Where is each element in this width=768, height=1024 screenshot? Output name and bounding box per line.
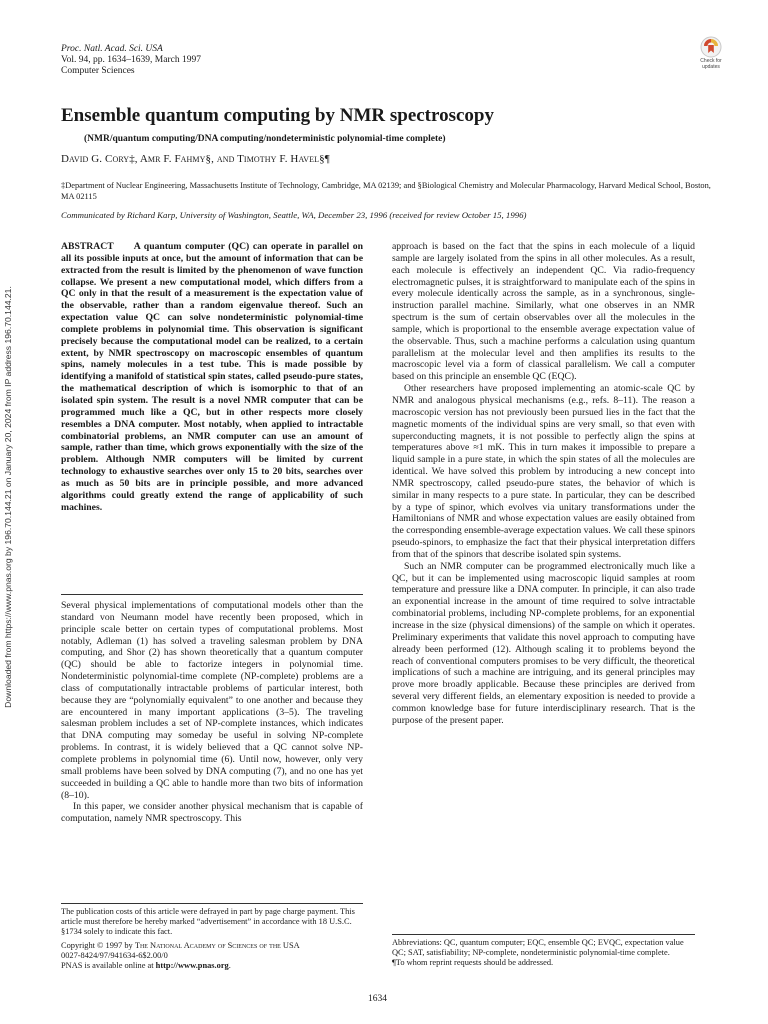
journal-header (61, 44, 201, 77)
journal-name: Proc. Natl. Acad. Sci. USA (61, 44, 163, 54)
download-notice: Downloaded from https://www.pnas.org by 196.70.144.21 on January 20, 2024 from IP address 196.70.144.21. (3, 286, 13, 708)
paragraph: approach is based on the fact that the spins in each molecule of a liquid sample are largely isolated from the spins in all other molecules. As a result, each molecule is effectively an independent QC. Via radio-frequency electromagnetic pulses, it is straightforward to manipulate each of the spins in every molecule identically across the sample, as in a synchronous, single-instruction parallel machine. Similarly, what one observes in an NMR spectrum is the sum of certain observables over all the molecules in the sample, which is proportional to the ensemble average expectation value of the observable. Thus, such a machine performs a calculation using quantum parallelism at the molecular level and then amplifies its results to the macroscopic level via a form of classical parallelism. We call a computer based on this principle an ensemble QC (EQC). (392, 241, 695, 383)
page-number: 1634 (368, 994, 387, 1004)
pnas-link[interactable]: http://www.pnas.org (155, 961, 229, 970)
abstract-heading: ABSTRACT (61, 241, 114, 252)
online-suffix: . (228, 961, 231, 970)
copyright-note (61, 941, 363, 971)
affiliations: ‡Department of Nuclear Engineering, Massachusetts Institute of Technology, Cambridge, MA 02139; and §Biological Chemistry and Molecular Pharmacology, Harvard Medical School, Boston, MA 02115 (61, 181, 711, 201)
journal-volume: Vol. 94, pp. 1634–1639, March 1997 (61, 55, 201, 65)
footnote-divider-left (61, 903, 363, 904)
badge-text-line2: updates (702, 64, 720, 70)
abbreviations-note: Abbreviations: QC, quantum computer; EQC, ensemble QC; EVQC, expectation value QC; SAT, satisfiability; NP-complete, nondeterministic polynomial-time complete. (392, 938, 684, 957)
footnotes-left (61, 907, 363, 975)
keywords: (NMR/quantum computing/DNA computing/nondeterministic polynomial-time complete) (84, 134, 446, 144)
abstract (61, 241, 363, 513)
article-title: Ensemble quantum computing by NMR spectroscopy (61, 105, 494, 126)
paragraph: In this paper, we consider another physical mechanism that is capable of computation, namely NMR spectroscopy. This (61, 801, 363, 825)
body-column-left (61, 600, 363, 825)
copyright-org: The National Academy of Sciences of the USA (134, 941, 300, 950)
issn: 0027-8424/97/941634-6$2.00/0 (61, 951, 168, 960)
footnote-divider-right (392, 934, 695, 935)
crossmark-icon (700, 36, 722, 58)
communicated-by: Communicated by Richard Karp, University of Washington, Seattle, WA, December 23, 1996 (received for review October 15, 1996) (61, 210, 527, 220)
paragraph: Other researchers have proposed implementing an atomic-scale QC by NMR and analogous physical mechanisms (e.g., refs. 8–11). The reason a macroscopic version has not previously been pursued lies in the fact that the magnetic moments of the individual spins are very small, so that even with superconducting magnets, it is not possible to perfectly align the spins at temperatures above ≈1 mK. This in turn makes it impossible to prepare a liquid sample in a pure state, in which the spin states of all the molecules are identical. We have solved this problem by introducing a new concept into NMR spectroscopy, called pseudo-pure states, the behavior of which is similar in many respects to a pure state. In particular, they can be described by a type of spinor, which evolves via unitary transformations under the Hamiltonians of NMR and whose expectation values are easily obtained from the corresponding ensemble-average expectation values. We call these spinors pseudo-spinors, to emphasize the fact that their physical interpretation differs from that of the spinors that describe isolated spin systems. (392, 383, 695, 560)
copyright-prefix: Copyright © 1997 by (61, 941, 135, 950)
publication-costs-note: The publication costs of this article were defrayed in part by page charge payment. This article must therefore be hereby marked “advertisement” in accordance with 18 U.S.C. §1734 solely to indicate this fact. (61, 907, 355, 936)
abstract-text: A quantum computer (QC) can operate in parallel on all its possible inputs at once, but the amount of information that can be extracted from the result is limited by the phenomenon of wave function collapse. We present a new computational model, which differs from a QC only in that the result of a measurement is the expectation value of the observable, rather than a random eigenvalue thereof. Such an expectation value QC can solve nondeterministic polynomial-time complete problems in polynomial time. This observation is significant precisely because the computational model can be realized, to a certain extent, by NMR spectroscopy on macroscopic ensembles of quantum spins, namely molecules in a test tube. This is made possible by identifying a manifold of statistical spin states, called pseudo-pure states, the mathematical description of which is isomorphic to that of an isolated spin system. The result is a novel NMR computer that can be programmed much like a QC, but in other respects more closely resembles a DNA computer. Most notably, when applied to intractable combinatorial problems, an NMR computer can use an amount of sample, rather than time, which grows exponentially with the size of the problem. Although NMR computers will be limited by current technology to exhaustive searches over only 15 to 20 bits, searches over as much as 50 bits are in principle possible, and more advanced algorithms could greatly extend the range of applicability of such machines. (61, 241, 363, 513)
reprint-requests-note: ¶To whom reprint requests should be addressed. (392, 958, 554, 967)
authors: David G. Cory‡, Amr F. Fahmy§, and Timothy F. Havel§¶ (61, 153, 330, 165)
online-prefix: PNAS is available online at (61, 961, 156, 970)
journal-section: Computer Sciences (61, 66, 135, 76)
body-column-right (392, 241, 695, 727)
check-for-updates-badge[interactable] (695, 36, 727, 70)
abstract-divider (61, 594, 363, 595)
footnotes-right (392, 938, 695, 968)
paragraph: Several physical implementations of computational models other than the standard von Neumann model have recently been proposed, which in principle scale better on certain types of computational problems. Most notably, Adleman (1) has solved a traveling salesman problem by DNA computing, and Shor (2) has shown theoretically that a quantum computer (QC) should be able to factorize integers in polynomial time. Nondeterministic polynomial-time complete (NP-complete) problems are a class of computationally intractable problems of particular interest, both because they are “polynomially equivalent” to one another and because they are encountered in many important applications (3–5). The traveling salesman problem includes a set of NP-complete instances, which indicates that DNA computing may someday be useful in solving NP-complete problems. In contrast, it is widely believed that a QC cannot solve NP-complete problems in polynomial time (6). Until now, however, only very small problems have been solved by DNA computing (7), and no one has yet succeeded in building a QC able to handle more than two bits of information (8–10). (61, 600, 363, 801)
paragraph: Such an NMR computer can be programmed electronically much like a QC, but it can be implemented using macroscopic liquid samples at room temperature and pressure like a DNA computer. In principle, it can also trade an exponential increase in the amount of time required to solve intractable combinatorial problems, including NP-complete problems, for an exponential increase in the size (physical dimensions) of the sample on which it operates. Preliminary experiments that validate this novel approach to computing have already been performed (12). Although scaling it to problems beyond the reach of conventional computers promises to be very difficult, the theoretical implications of such a machine are intriguing, and its general principles may prove more broadly applicable. Because these principles are derived from several very different fields, an elementary exposition is needed to provide a common knowledge base for future interdisciplinary research. That is the purpose of the present paper. (392, 560, 695, 726)
badge-text-line1: Check for (700, 58, 722, 64)
